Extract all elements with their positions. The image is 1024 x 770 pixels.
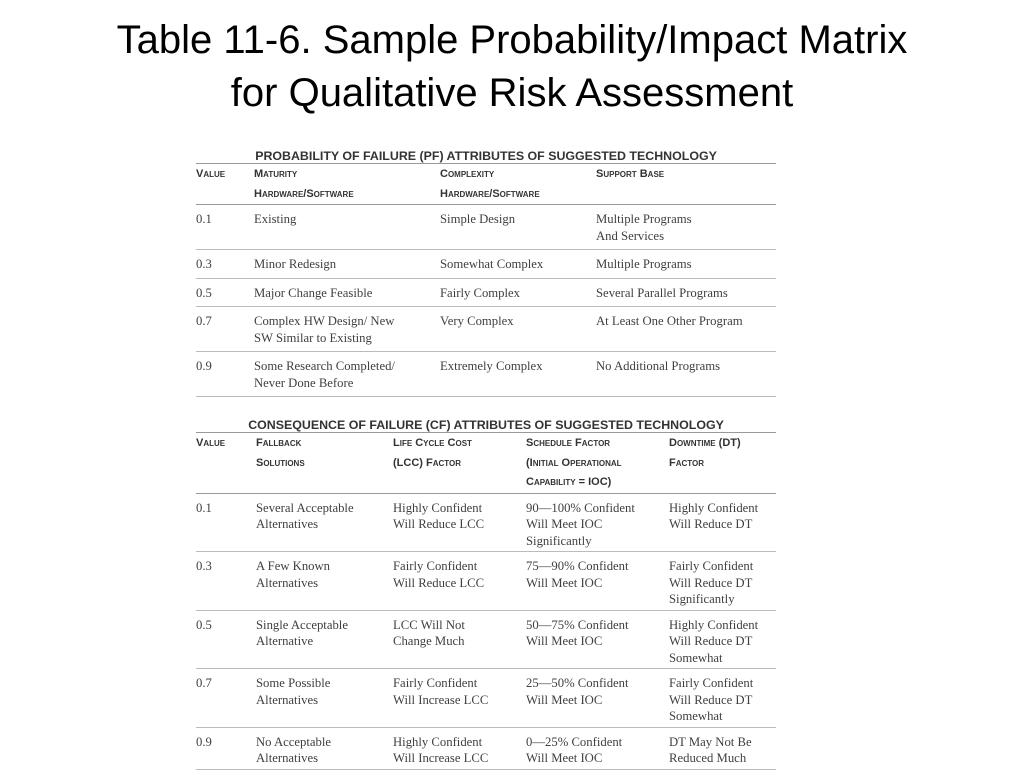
slide-title-line-1: Table 11-6. Sample Probability/Impact Matrix	[116, 18, 908, 62]
consequence-table-body	[196, 493, 776, 769]
cell-schedule: 50—75% Confident Will Meet IOC	[526, 610, 669, 669]
header-value: Value	[196, 433, 256, 494]
cell-maturity: Some Research Completed/ Never Done Before	[254, 352, 440, 397]
header-schedule-factor: Schedule Factor (Initial Operational Capability = IOC)	[526, 433, 669, 494]
cell-maturity: Existing	[254, 205, 440, 250]
slide-title	[0, 14, 1024, 120]
consequence-table-header-row	[196, 433, 776, 494]
cell-complexity: Fairly Complex	[440, 278, 596, 307]
cell-downtime: Highly Confident Will Reduce DT	[669, 493, 776, 552]
cell-value: 0.7	[196, 669, 256, 728]
cell-support: Multiple Programs	[596, 250, 776, 279]
cell-support: Several Parallel Programs	[596, 278, 776, 307]
cell-schedule: 75—90% Confident Will Meet IOC	[526, 552, 669, 611]
cell-downtime: Highly Confident Will Reduce DT Somewhat	[669, 610, 776, 669]
table-row	[196, 669, 776, 728]
cell-complexity: Simple Design	[440, 205, 596, 250]
cell-fallback: Several Acceptable Alternatives	[256, 493, 393, 552]
cell-value: 0.1	[196, 205, 254, 250]
header-complexity: Complexity Hardware/Software	[440, 164, 596, 205]
cell-lcc: Fairly Confident Will Reduce LCC	[393, 552, 526, 611]
cell-downtime: Fairly Confident Will Reduce DT Somewhat	[669, 669, 776, 728]
probability-table-header-row	[196, 164, 776, 205]
table-row	[196, 205, 776, 250]
cell-schedule: 25—50% Confident Will Meet IOC	[526, 669, 669, 728]
header-downtime-factor: Downtime (DT) Factor	[669, 433, 776, 494]
slide-title-line-2: for Qualitative Risk Assessment	[230, 71, 794, 115]
consequence-of-failure-table	[196, 417, 776, 770]
probability-table-title: PROBABILITY OF FAILURE (PF) ATTRIBUTES OF SUGGESTED TECHNOLOGY	[196, 148, 776, 164]
cell-downtime: DT May Not Be Reduced Much	[669, 727, 776, 769]
table-row	[196, 610, 776, 669]
cell-schedule: 0—25% Confident Will Meet IOC	[526, 727, 669, 769]
table-row	[196, 493, 776, 552]
cell-value: 0.9	[196, 727, 256, 769]
cell-value: 0.3	[196, 250, 254, 279]
cell-lcc: LCC Will Not Change Much	[393, 610, 526, 669]
cell-maturity: Major Change Feasible	[254, 278, 440, 307]
probability-table-body	[196, 205, 776, 397]
table-row	[196, 352, 776, 397]
scanned-document	[196, 148, 776, 770]
header-fallback-solutions: Fallback Solutions	[256, 433, 393, 494]
cell-value: 0.3	[196, 552, 256, 611]
table-row	[196, 552, 776, 611]
header-life-cycle-cost: Life Cycle Cost (LCC) Factor	[393, 433, 526, 494]
cell-complexity: Somewhat Complex	[440, 250, 596, 279]
header-value: Value	[196, 164, 254, 205]
cell-schedule: 90—100% Confident Will Meet IOC Significantly	[526, 493, 669, 552]
table-row	[196, 278, 776, 307]
cell-maturity: Minor Redesign	[254, 250, 440, 279]
cell-value: 0.9	[196, 352, 254, 397]
cell-support: No Additional Programs	[596, 352, 776, 397]
cell-support: At Least One Other Program	[596, 307, 776, 352]
cell-lcc: Highly Confident Will Increase LCC	[393, 727, 526, 769]
header-maturity: Maturity Hardware/Software	[254, 164, 440, 205]
cell-lcc: Fairly Confident Will Increase LCC	[393, 669, 526, 728]
cell-fallback: No Acceptable Alternatives	[256, 727, 393, 769]
cell-complexity: Very Complex	[440, 307, 596, 352]
consequence-table-title: CONSEQUENCE OF FAILURE (CF) ATTRIBUTES OF SUGGESTED TECHNOLOGY	[196, 417, 776, 433]
cell-lcc: Highly Confident Will Reduce LCC	[393, 493, 526, 552]
probability-of-failure-table	[196, 148, 776, 397]
cell-value: 0.7	[196, 307, 254, 352]
cell-complexity: Extremely Complex	[440, 352, 596, 397]
cell-value: 0.1	[196, 493, 256, 552]
cell-downtime: Fairly Confident Will Reduce DT Significantly	[669, 552, 776, 611]
table-row	[196, 307, 776, 352]
cell-value: 0.5	[196, 610, 256, 669]
cell-support: Multiple Programs And Services	[596, 205, 776, 250]
cell-fallback: Some Possible Alternatives	[256, 669, 393, 728]
table-row	[196, 727, 776, 769]
header-support-base: Support Base	[596, 164, 776, 205]
cell-value: 0.5	[196, 278, 254, 307]
cell-fallback: Single Acceptable Alternative	[256, 610, 393, 669]
cell-fallback: A Few Known Alternatives	[256, 552, 393, 611]
table-row	[196, 250, 776, 279]
cell-maturity: Complex HW Design/ New SW Similar to Existing	[254, 307, 440, 352]
